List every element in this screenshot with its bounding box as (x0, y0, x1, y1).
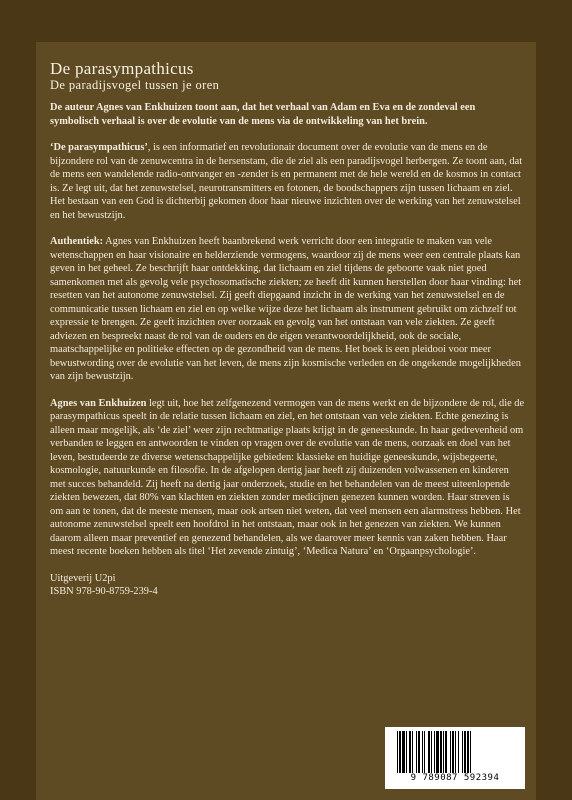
barcode-bar (418, 731, 420, 773)
barcode-bar (409, 731, 411, 773)
book-title: De parasympathicus (50, 59, 194, 78)
barcode-bar (402, 731, 405, 773)
book-subtitle: De paradijsvogel tussen je oren (50, 78, 220, 92)
barcode-bar (452, 731, 454, 773)
paragraph-authentic (50, 235, 525, 384)
barcode-number: 9 789087 592394 (410, 773, 500, 783)
barcode-bar (422, 731, 423, 773)
barcode-bar (436, 731, 439, 773)
paragraph-lead: ‘De parasympathicus’ (50, 142, 148, 153)
barcode-bar (464, 731, 466, 773)
barcode-bar (440, 731, 442, 773)
paragraph-author (50, 397, 525, 559)
barcode-bar (443, 731, 444, 773)
barcode-bar (458, 731, 459, 773)
barcode-bar (455, 731, 456, 773)
barcode-bar (397, 731, 398, 773)
publisher-name: Uitgeverij U2pi (50, 572, 116, 584)
intro-paragraph: De auteur Agnes van Enkhuizen toont aan, dat het verhaal van Adam en Eva en de zondeval een symbolisch verhaal is over de evolutie van de mens via de ontwikkeling van het brein. (50, 102, 476, 127)
paragraph-lead: Authentiek: (50, 236, 104, 247)
paragraph-body: Agnes van Enkhuizen heeft baanbrekend werk verricht door een integratie te maken van vele wetenschappen en haar visionaire en helderziende vermogens, waardoor zij de mens weer een centrale plaats kan geven in het geheel. Ze beschrijft haar ontdekking, dat lichaam en ziel tijdens de geboorte vaak niet goed samenkomen met als gevolg vele psychosomatische ziekten; ze heeft dit kunnen herstellen door haar vinding: het resetten van het autonome zenuwstelsel. Zij geeft diepgaand inzicht in de werking van het zenuwstelsel en de communicatie tussen lichaam en ziel en op welke wijze deze het lichaam als instrument gebruikt om zichzelf tot expressie te brengen. Ze geeft inzichten over oorzaak en gevolg van het ontstaan van vele ziekten. Ze geeft adviezen en bespreekt naast de rol van de ouders en de eigen verantwoordelijkheid, ook de sociale, maatschappelijke en politieke effecten op de gezondheid van de mens. Het boek is een pleidooi voor meer bewustwording over de evolutie van het leven, de mens zijn kosmische verleden en de ongekende mogelijkheden van zijn bewustzijn. (50, 236, 522, 382)
barcode-bar (412, 731, 413, 773)
paragraph-description (50, 141, 525, 222)
cover-text (50, 60, 525, 599)
barcode-bar (416, 731, 417, 773)
isbn-number: ISBN 978-90-8759-239-4 (50, 586, 158, 597)
barcode-bar (424, 731, 425, 773)
barcode-bar (470, 731, 471, 773)
barcode-bar (462, 731, 463, 773)
barcode-bar (431, 731, 432, 773)
barcode-bar (445, 731, 447, 773)
paragraph-lead: Agnes van Enkhuizen (50, 397, 147, 409)
barcode-bar (450, 731, 451, 773)
barcode-bar (467, 731, 469, 773)
paragraph-body: , is een informatief en revolutionair document over de evolutie van de mens en de bijzondere rol van de zenuwcentra in de hersenstam, die de ziel als een paradijsvogel herbergen. Ze toont aan, dat de mens een wandelende radio-ontvanger en -zender is en permanent met de hele wereld en de kosmos in contact is. Ze legt uit, dat het zenuwstelsel, neurotransmitters en fotonen, de boodschappers zijn tussen lichaam en ziel. Het bestaan van een God is dichterbij gekomen door haar nieuwe inzichten over de werking van het zenuwstelsel en het bewustzijn. (50, 142, 523, 221)
barcode-bar (428, 731, 430, 773)
isbn-barcode (385, 727, 525, 789)
barcode-bars (395, 731, 515, 773)
barcode-bar (434, 731, 435, 773)
barcode-bar (406, 731, 407, 773)
barcode-bar (399, 731, 401, 773)
paragraph-body: legt uit, hoe het zelfgenezend vermogen van de mens werkt en de bijzondere de rol, die de parasympathicus speelt in de relatie tussen lichaam en ziel, en het ontstaan van vele ziekten. Echte genezing is alleen maar mogelijk, als ‘de ziel’ weer zijn rechtmatige plaats krijgt in de geneeskunde. In haar gedrevenheid om verbanden te leggen en antwoorden te vinden op vragen over de evolutie van de mens, oorzaak en doel van het leven, bestudeerde ze diverse wetenschappelijke gebieden: klassieke en huidige geneeskunde, wijsbegeerte, kosmologie, natuurkunde en filosofie. In de afgelopen dertig jaar heeft zij duizenden volwassenen en kinderen met succes behandeld. Zij heeft na dertig jaar onderzoek, studie en het behandelen van de meest uiteenlopende ziekten bewezen, dat 80% van klachten en ziekten zonder medicijnen genezen kunnen worden. Haar streven is om aan te tonen, dat de meeste mensen, maar ook artsen niet weten, dat veel mensen een alarmstress hebben. Het autonome zenuwstelsel speelt een hoofdrol in het ontstaan, maar ook in het genezen van ziekten. We kunnen daarom alleen maar preventief en genezend behandelen, als we daarover meer kennis van zaken hebben. Haar meest recente boeken hebben als titel ‘Het zevende zintuig’, ‘Medica Natura’ en ‘Orgaanpsychologie’. (50, 397, 525, 557)
